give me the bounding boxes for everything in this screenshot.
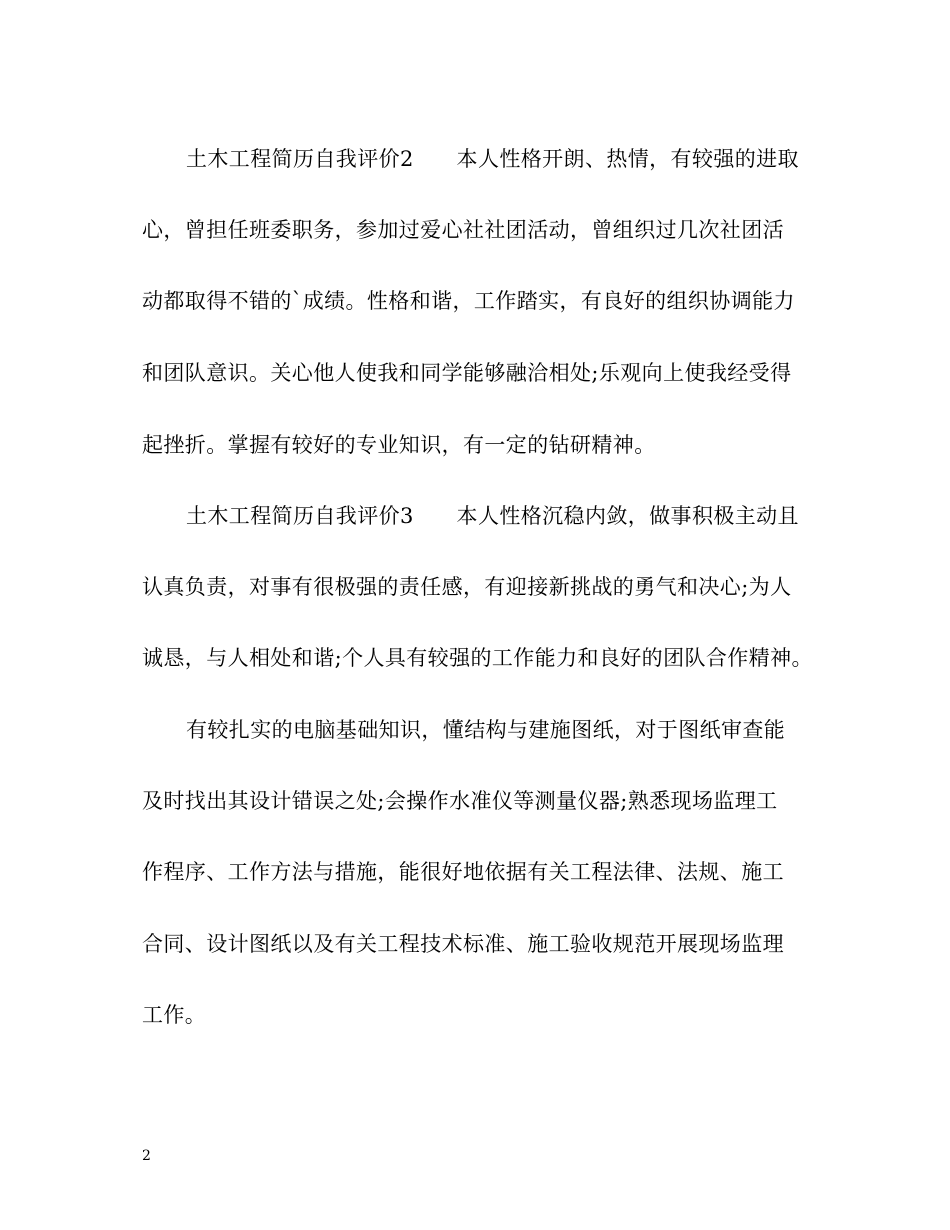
paragraph-line: 有较扎实的电脑基础知识，懂结构与建施图纸，对于图纸审查能 [186, 718, 786, 742]
paragraph-line: 起挫折。掌握有较好的专业知识，有一定的钻研精神。 [142, 433, 656, 457]
page-number: 2 [142, 1148, 151, 1164]
paragraph-line: 土木工程简历自我评价2 本人性格开朗、热情，有较强的进取 [186, 147, 799, 171]
paragraph-line: 土木工程简历自我评价3 本人性格沉稳内敛，做事积极主动且 [186, 504, 799, 528]
paragraph-line: 认真负责，对事有很极强的责任感，有迎接新挑战的勇气和决心;为人 [142, 575, 792, 599]
paragraph-line: 和团队意识。关心他人使我和同学能够融洽相处;乐观向上使我经受得 [142, 361, 792, 385]
paragraph-line: 心，曾担任班委职务，参加过爱心社社团活动，曾组织过几次社团活 [142, 218, 784, 242]
paragraph-line: 动都取得不错的`成绩。性格和谐，工作踏实，有良好的组织协调能力 [142, 289, 795, 313]
paragraph-line: 工作。 [142, 1003, 207, 1027]
paragraph-line: 合同、设计图纸以及有关工程技术标准、施工验收规范开展现场监理 [142, 932, 784, 956]
paragraph-line: 及时找出其设计错误之处;会操作水准仪等测量仪器;熟悉现场监理工 [142, 789, 778, 813]
paragraph-line: 作程序、工作方法与措施，能很好地依据有关工程法律、法规、施工 [142, 860, 784, 884]
paragraph-line: 诚恳，与人相处和谐;个人具有较强的工作能力和良好的团队合作精神。 [142, 646, 813, 670]
